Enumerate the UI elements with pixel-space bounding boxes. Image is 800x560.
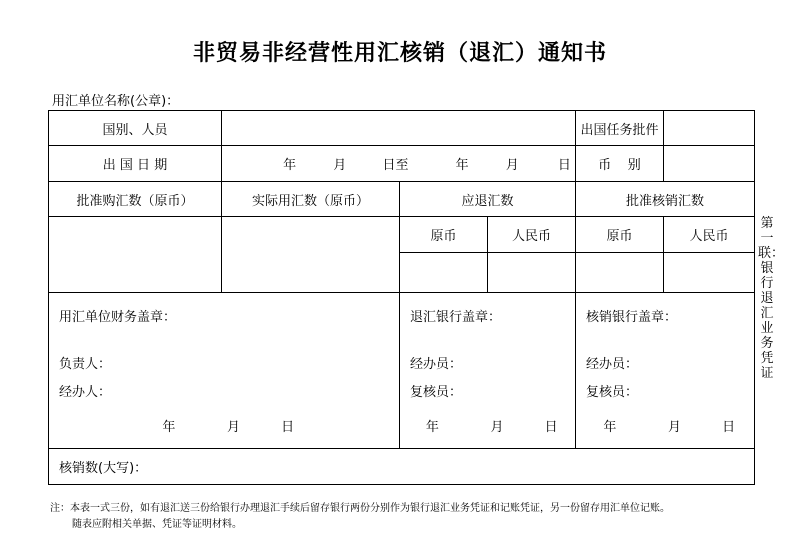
refund-bank-seal-section[interactable] <box>400 293 576 449</box>
writeoff-original-field[interactable] <box>576 253 664 293</box>
writeoff-bank-seal-section[interactable] <box>576 293 755 449</box>
date-to-day: 日 <box>557 158 571 173</box>
writeoff-rmb-field[interactable] <box>664 253 755 293</box>
departure-date-field[interactable] <box>222 146 576 182</box>
finance-seal-section[interactable] <box>49 293 400 449</box>
writeoff-bank-date: 年 月 日 <box>603 420 736 435</box>
writeoff-original-label: 原币 <box>576 217 664 253</box>
date-to-month: 月 <box>505 158 519 173</box>
actual-usage-field[interactable] <box>222 217 400 293</box>
approved-writeoff-label: 批准核销汇数 <box>576 182 755 217</box>
refund-reviewer-label: 复核员： <box>410 385 463 400</box>
currency-label: 币 别 <box>576 146 664 182</box>
form-title: 非贸易非经营性用汇核销（退汇）通知书 <box>192 40 607 66</box>
departure-date-label: 出 国 日 期 <box>49 146 222 182</box>
currency-field[interactable] <box>664 146 755 182</box>
writeoff-reviewer-label: 复核员： <box>586 385 639 400</box>
mission-approval-field[interactable] <box>664 111 755 146</box>
refund-amount-label: 应退汇数 <box>400 182 576 217</box>
mission-approval-label: 出国任务批件 <box>576 111 664 146</box>
copy-label-vertical: 第一联：银行退汇业务凭证 <box>758 216 785 381</box>
footnote-line-2: 随表应附相关单据、凭证等证明材料。 <box>72 519 242 530</box>
date-from-year: 年 <box>283 158 297 173</box>
writeoff-bank-seal-label: 核销银行盖章： <box>586 310 678 325</box>
footnote <box>50 501 670 533</box>
refund-rmb-field[interactable] <box>488 253 576 293</box>
date-from-day: 日至 <box>382 158 409 173</box>
refund-original-field[interactable] <box>400 253 488 293</box>
notice-form-table <box>48 110 755 485</box>
actual-usage-label: 实际用汇数（原币） <box>222 182 400 217</box>
writeoff-amount-field[interactable] <box>49 449 755 485</box>
unit-name-label: 用汇单位名称(公章)： <box>52 94 180 109</box>
approved-purchase-label: 批准购汇数（原币） <box>49 182 222 217</box>
refund-original-label: 原币 <box>400 217 488 253</box>
writeoff-amount-label: 核销数(大写)： <box>59 461 148 476</box>
refund-rmb-label: 人民币 <box>488 217 576 253</box>
footnote-line-1: 注：本表一式三份，如有退汇送三份给银行办理退汇手续后留存银行两份分别作为银行退汇业务凭证和记账凭证，另一份留存用汇单位记账。 <box>50 503 670 514</box>
approved-purchase-field[interactable] <box>49 217 222 293</box>
writeoff-rmb-label: 人民币 <box>664 217 755 253</box>
finance-seal-label: 用汇单位财务盖章： <box>59 310 177 325</box>
refund-operator-label: 经办员： <box>410 357 463 372</box>
refund-bank-seal-label: 退汇银行盖章： <box>410 310 502 325</box>
date-from-month: 月 <box>333 158 347 173</box>
date-to-year: 年 <box>455 158 469 173</box>
country-personnel-field[interactable] <box>222 111 576 146</box>
handler-label: 经办人： <box>59 385 112 400</box>
writeoff-operator-label: 经办员： <box>586 357 639 372</box>
finance-date: 年 月 日 <box>162 420 295 435</box>
refund-bank-date: 年 月 日 <box>425 420 558 435</box>
country-personnel-label: 国别、人员 <box>49 111 222 146</box>
responsible-person-label: 负责人： <box>59 357 112 372</box>
